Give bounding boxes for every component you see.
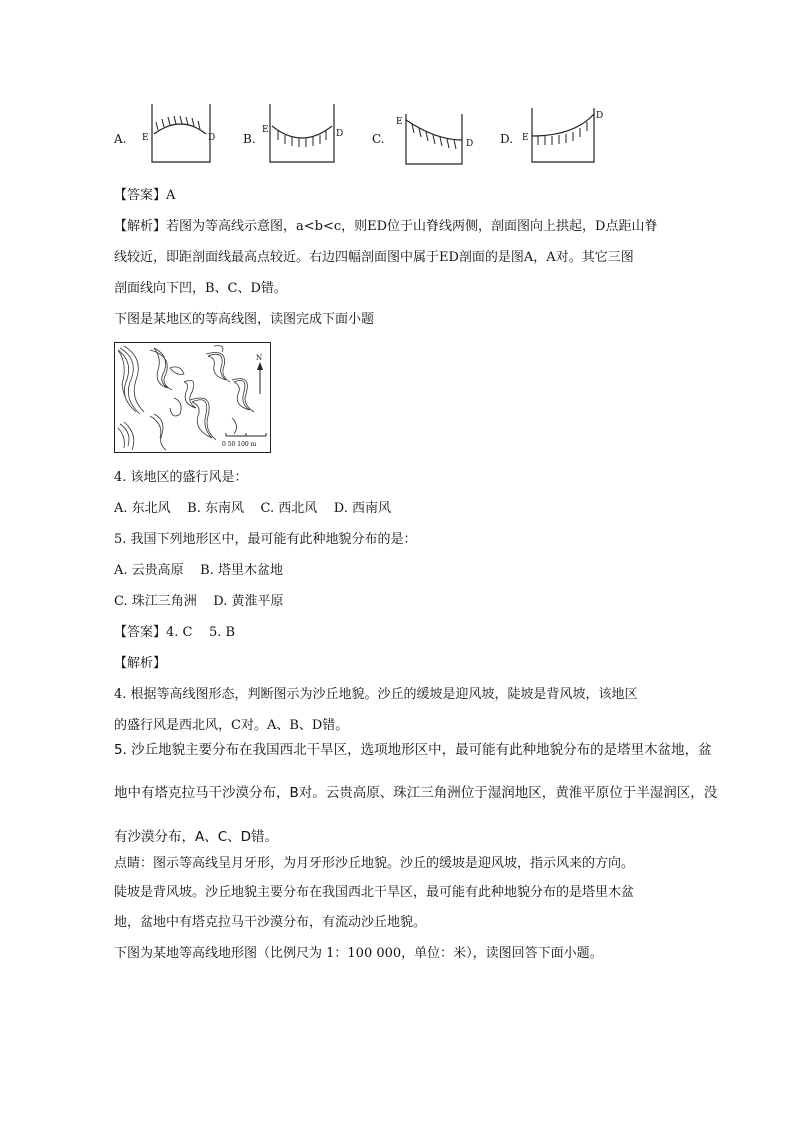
point-d-label-d: D xyxy=(596,111,604,121)
option-c-label: C. xyxy=(372,132,385,146)
analysis-5-line-1: 5. 沙丘地貌主要分布在我国西北干旱区，选项地形区中，最可能有此种地貌分布的是塔里木盆地，盆 xyxy=(114,742,712,758)
q4-options: A. 东北风 B. 东南风 C. 西北风 D. 西南风 xyxy=(114,501,392,516)
tips-line-3: 地，盆地中有塔克拉马干沙漠分布，有流动沙丘地貌。 xyxy=(114,915,427,930)
analysis-5-line-3: 有沙漠分布，A、C、D错。 xyxy=(114,829,279,845)
analysis-5-line-2: 地中有塔克拉马干沙漠分布，B对。云贵高原、珠江三角洲位于湿润地区，黄淮平原位于半湿润区，没 xyxy=(114,785,718,801)
q5-stem: 5. 我国下列地形区中，最可能有此种地貌分布的是： xyxy=(114,532,417,547)
profile-diagram-d xyxy=(518,100,606,164)
q5-options-row-1: A. 云贵高原 B. 塔里木盆地 xyxy=(114,563,284,578)
profile-diagram-a xyxy=(140,100,220,164)
analysis-4-line-2: 的盛行风是西北风，C对。A、B、D错。 xyxy=(114,718,349,733)
answer-4-5: 【答案】4. C 5. B xyxy=(114,625,236,640)
profile-diagram-c xyxy=(392,100,476,166)
q3-analysis-line-1: 【解析】若图为等高线示意图，a<b<c，则ED位于山脊线两侧，剖面图向上拱起，D点距山脊 xyxy=(114,219,658,234)
q3-answer: 【答案】A xyxy=(114,188,176,203)
intro-next-question: 下图为某地等高线地形图（比例尺为 1：100 000，单位：米），读图回答下面小题。 xyxy=(114,946,603,961)
analysis-label: 【解析】 xyxy=(114,656,167,671)
analysis-4-line-1: 4. 根据等高线图形态，判断图示为沙丘地貌。沙丘的缓坡是迎风坡，陡坡是背风坡，该地区 xyxy=(114,687,638,702)
point-e-label-d: E xyxy=(522,133,529,143)
point-e-label-b: E xyxy=(262,125,269,135)
profile-diagram-b xyxy=(262,100,342,164)
dune-contour-map xyxy=(114,342,272,454)
q5-options-row-2: C. 珠江三角洲 D. 黄淮平原 xyxy=(114,594,284,609)
point-d-label-a: D xyxy=(208,133,216,143)
scale-label: 0 50 100 m xyxy=(222,441,257,448)
q3-analysis-line-3: 剖面线向下凹，B、C、D错。 xyxy=(114,281,287,296)
q4-stem: 4. 该地区的盛行风是： xyxy=(114,470,248,485)
q3-analysis-line-2: 线较近，即距剖面线最高点较近。右边四幅剖面图中属于ED剖面的是图A，A对。其它三图 xyxy=(114,250,634,265)
tips-line-1: 点睛：图示等高线呈月牙形，为月牙形沙丘地貌。沙丘的缓坡是迎风坡，指示风来的方向。 xyxy=(114,856,635,871)
option-b-label: B. xyxy=(243,132,256,146)
north-label: N xyxy=(256,354,263,362)
intro-questions-4-5: 下图是某地区的等高线图，读图完成下面小题 xyxy=(114,312,375,327)
tips-line-2: 陡坡是背风坡。沙丘地貌主要分布在我国西北干旱区，最可能有此种地貌分布的是塔里木盆 xyxy=(114,885,635,900)
option-d-label: D. xyxy=(500,132,514,146)
option-a-label: A. xyxy=(114,132,127,146)
point-e-label-a: E xyxy=(142,133,149,143)
point-e-label-c: E xyxy=(396,117,403,127)
point-d-label-b: D xyxy=(336,129,344,139)
point-d-label-c: D xyxy=(466,139,474,149)
